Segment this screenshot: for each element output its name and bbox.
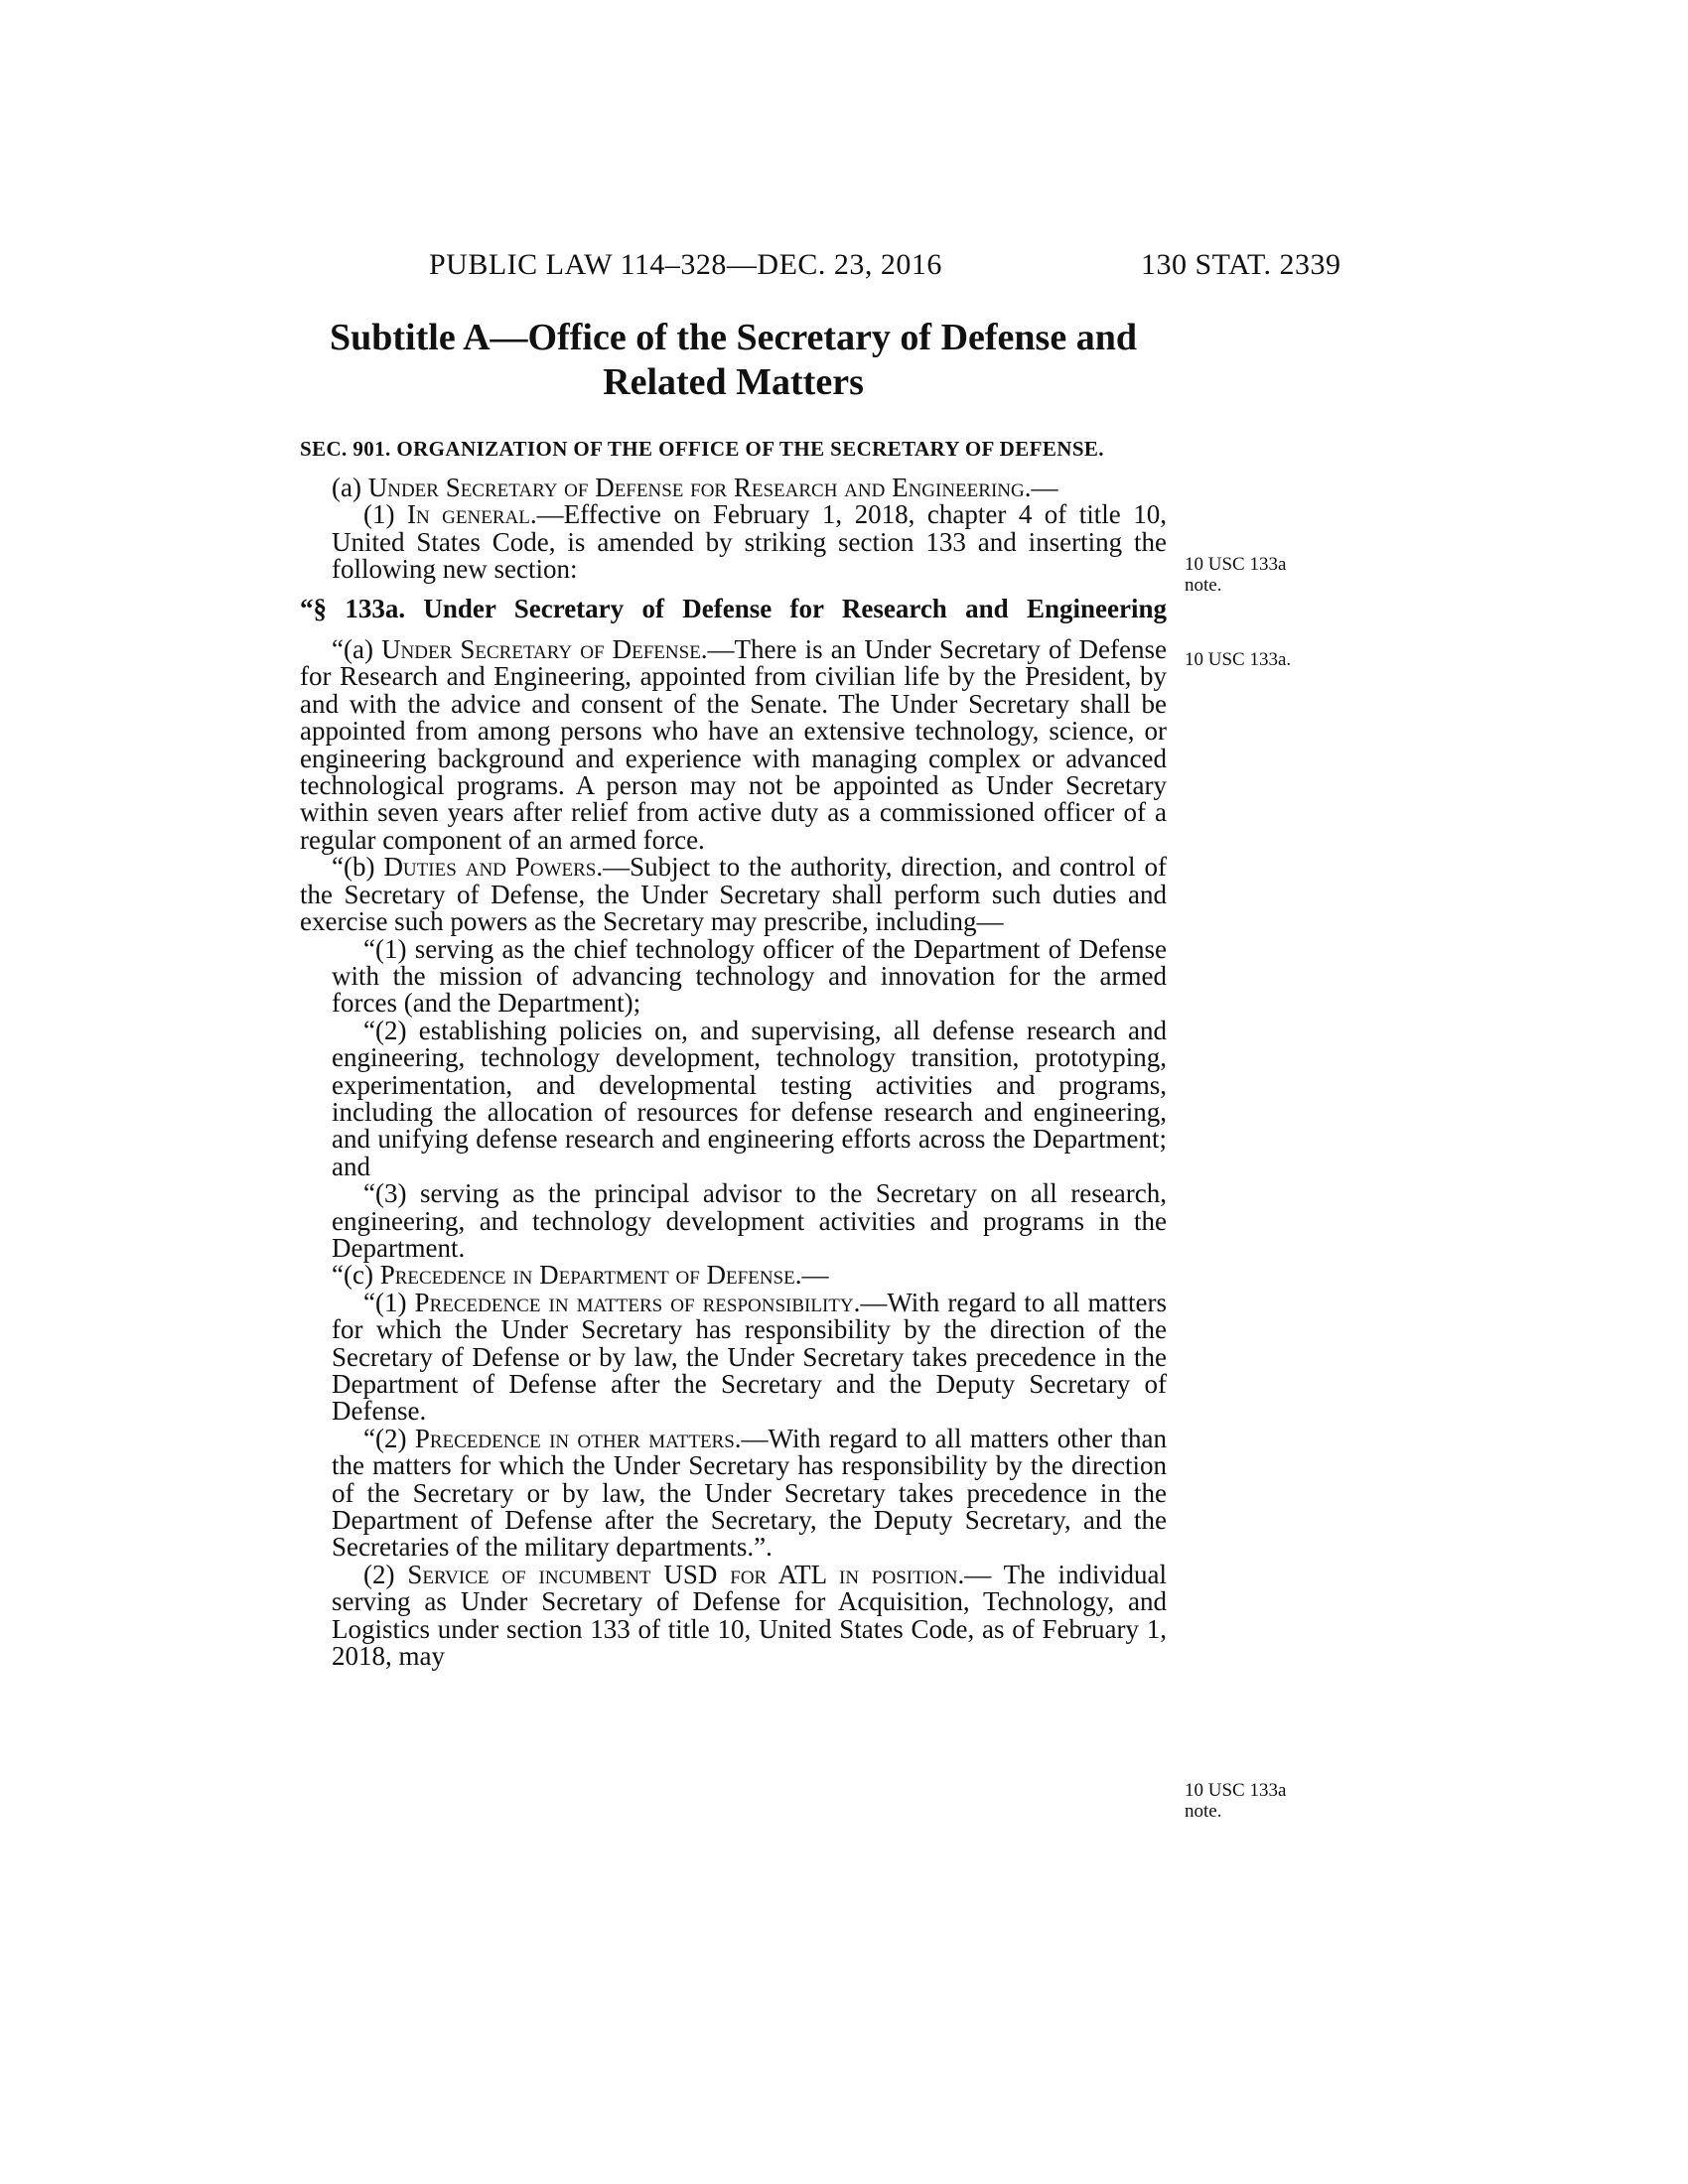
quoted-b3: “(3) serving as the principal advisor to the Secretary on all research, engineering, and technology development activities and programs in the Department. — [332, 1178, 1167, 1263]
para-a2 — [300, 1559, 1168, 1672]
quoted-b1: “(1) serving as the chief technology officer of the Department of Defense with the mission of advancing technology and innovation for the armed forces (and the Department); — [332, 933, 1167, 1019]
section-901-heading: SEC. 901. ORGANIZATION OF THE OFFICE OF THE SECRETARY OF DEFENSE. — [300, 437, 1104, 461]
quoted-subsection-b — [300, 854, 1167, 935]
q-a-title: Under Secretary of Defense — [381, 634, 701, 665]
q-b-title: Duties and Powers — [383, 852, 597, 883]
para-a1-rest: .—Effective on February 1, 2018, chapter 4 of title 10, United States Code, is amended by striking section 133 and inserting the following new section: — [332, 499, 1167, 585]
q-c-prefix: “(c) — [332, 1260, 380, 1291]
para-a-rest: .— — [1024, 473, 1058, 502]
q-c2-prefix: “(2) — [363, 1423, 415, 1453]
running-header-right: 130 STAT. 2339 — [1141, 248, 1341, 281]
section-133a-number: “§ 133a. — [300, 593, 424, 623]
para-a-prefix: (a) — [332, 473, 368, 502]
para-a2-title: Service of incumbent USD for ATL in position — [407, 1559, 958, 1589]
q-b-rest: .—Subject to the authority, direction, and control of the Secretary of Defense, the Under Secretary shall perform such duties and exercise such powers as the Secretary may prescribe, including— — [300, 852, 1167, 937]
para-a1-prefix: (1) — [363, 499, 407, 530]
q-c-title: Precedence in Department of Defense — [379, 1260, 795, 1291]
q-b-prefix: “(b) — [332, 852, 384, 883]
quoted-c1 — [300, 1287, 1167, 1427]
q-c-rest: .— — [794, 1260, 829, 1291]
section-133a-heading — [300, 593, 1167, 623]
q-a-prefix: “(a) — [332, 634, 382, 665]
para-a-title: Under Secretary of Defense for Research and Engineering — [367, 473, 1025, 502]
quoted-b2: “(2) establishing policies on, and supervising, all defense research and engineering, technology development, technology transition, prototyping, experimentation, and developmental testing activities and programs, including the allocation of resources for defense research and engineering, and unifying defense research and engineering efforts across the Department; and — [332, 1015, 1167, 1181]
q-c2-rest: .—With regard to all matters other than the matters for which the Under Secretary has responsibility by the direction of the Secretary or by law, the Under Secretary takes precedence in the Department of Defense after the Secretary, the Deputy Secretary, and the Secretaries of the military departments.”. — [332, 1423, 1168, 1563]
q-c1-prefix: “(1) — [363, 1287, 415, 1317]
running-header-left: PUBLIC LAW 114–328—DEC. 23, 2016 — [429, 248, 942, 281]
para-a1 — [300, 501, 1167, 583]
para-a2-prefix: (2) — [363, 1559, 408, 1589]
para-a — [300, 475, 1167, 501]
q-c1-rest: .—With regard to all matters for which the Under Secretary has responsibility by the direction of the Secretary of Defense or by law, the Under Secretary takes precedence in the Department of Defense after the Secretary and the Deputy Secretary of Defense. — [332, 1287, 1167, 1427]
quoted-subsection-a — [300, 636, 1167, 854]
q-c1-title: Precedence in matters of responsibility — [414, 1287, 854, 1317]
para-a1-title: In general — [406, 499, 530, 530]
q-c2-title: Precedence in other matters — [414, 1423, 735, 1453]
section-133a-title: Under Secretary of Defense for Research and Engineering — [423, 593, 1167, 623]
margin-note-3: 10 USC 133a note. — [1185, 1780, 1287, 1822]
document-body — [300, 316, 1167, 1670]
margin-note-1: 10 USC 133a note. — [1185, 554, 1287, 596]
q-a-rest: .—There is an Under Secretary of Defense for Research and Engineering, appointed from civilian life by the President, by and with the advice and consent of the Senate. The Under Secretary shall be appointed from among persons who have an extensive technology, science, or engineering background and experience with managing complex or advanced technological programs. A person may not be appointed as Under Secretary within seven years after relief from active duty as a commissioned officer of a regular component of an armed force. — [300, 634, 1167, 855]
para-a2-rest: .— The individual serving as Under Secretary of Defense for Acquisition, Technology, and Logistics under section 133 of title 10, United States Code, as of February 1, 2018, may — [332, 1559, 1168, 1672]
quoted-subsection-c — [300, 1262, 1167, 1289]
quoted-c2 — [300, 1423, 1168, 1563]
subtitle-heading: Subtitle A—Office of the Secretary of Defense and Related Matters — [330, 317, 1137, 403]
margin-note-2: 10 USC 133a. — [1185, 649, 1292, 670]
